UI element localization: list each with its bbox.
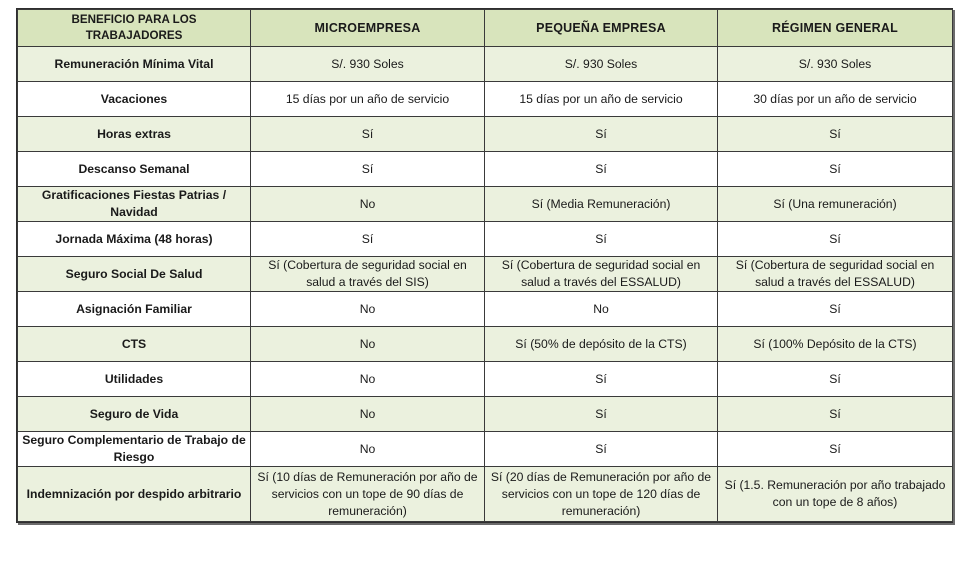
table-row	[18, 117, 953, 152]
cell-pequena-empresa: 15 días por un año de servicio	[485, 82, 718, 117]
table-row	[18, 222, 953, 257]
benefits-comparison-table-container	[16, 8, 953, 523]
table-row	[18, 82, 953, 117]
cell-microempresa: 15 días por un año de servicio	[251, 82, 485, 117]
table-row	[18, 432, 953, 467]
cell-microempresa: No	[251, 187, 485, 222]
cell-regimen-general: 30 días por un año de servicio	[718, 82, 953, 117]
cell-pequena-empresa: Sí	[485, 362, 718, 397]
row-label: Horas extras	[18, 117, 251, 152]
cell-pequena-empresa: No	[485, 292, 718, 327]
cell-regimen-general: Sí	[718, 152, 953, 187]
table-row	[18, 362, 953, 397]
cell-pequena-empresa: Sí	[485, 152, 718, 187]
cell-pequena-empresa: Sí (Cobertura de seguridad social en salud a través del ESSALUD)	[485, 257, 718, 292]
benefits-comparison-table	[17, 9, 953, 522]
table-row	[18, 47, 953, 82]
table-row	[18, 397, 953, 432]
cell-regimen-general: Sí	[718, 222, 953, 257]
row-label: Seguro de Vida	[18, 397, 251, 432]
cell-regimen-general: Sí (Una remuneración)	[718, 187, 953, 222]
cell-microempresa: Sí	[251, 222, 485, 257]
row-label: Remuneración Mínima Vital	[18, 47, 251, 82]
row-label: Asignación Familiar	[18, 292, 251, 327]
table-row	[18, 292, 953, 327]
cell-pequena-empresa: Sí (Media Remuneración)	[485, 187, 718, 222]
header-benefit: BENEFICIO PARA LOS TRABAJADORES	[18, 10, 251, 47]
cell-regimen-general: Sí	[718, 292, 953, 327]
cell-regimen-general: Sí	[718, 432, 953, 467]
cell-pequena-empresa: Sí (50% de depósito de la CTS)	[485, 327, 718, 362]
table-header-row	[18, 10, 953, 47]
row-label: Indemnización por despido arbitrario	[18, 467, 251, 522]
row-label: Seguro Social De Salud	[18, 257, 251, 292]
cell-microempresa: Sí (10 días de Remuneración por año de servicios con un tope de 90 días de remuneración)	[251, 467, 485, 522]
header-regimen-general: RÉGIMEN GENERAL	[718, 10, 953, 47]
cell-microempresa: No	[251, 432, 485, 467]
cell-microempresa: No	[251, 327, 485, 362]
cell-regimen-general: Sí	[718, 362, 953, 397]
row-label: Vacaciones	[18, 82, 251, 117]
row-label: Descanso Semanal	[18, 152, 251, 187]
table-row	[18, 467, 953, 522]
cell-microempresa: No	[251, 292, 485, 327]
row-label: Gratificaciones Fiestas Patrias / Navidad	[18, 187, 251, 222]
cell-pequena-empresa: Sí	[485, 397, 718, 432]
cell-pequena-empresa: Sí	[485, 222, 718, 257]
cell-regimen-general: Sí	[718, 117, 953, 152]
row-label: CTS	[18, 327, 251, 362]
table-row	[18, 257, 953, 292]
table-row	[18, 327, 953, 362]
cell-pequena-empresa: S/. 930 Soles	[485, 47, 718, 82]
cell-pequena-empresa: Sí	[485, 117, 718, 152]
cell-microempresa: Sí	[251, 117, 485, 152]
cell-microempresa: Sí (Cobertura de seguridad social en salud a través del SIS)	[251, 257, 485, 292]
cell-regimen-general: Sí (1.5. Remuneración por año trabajado con un tope de 8 años)	[718, 467, 953, 522]
table-row	[18, 187, 953, 222]
row-label: Utilidades	[18, 362, 251, 397]
row-label: Jornada Máxima (48 horas)	[18, 222, 251, 257]
header-pequena-empresa: PEQUEÑA EMPRESA	[485, 10, 718, 47]
cell-regimen-general: Sí (Cobertura de seguridad social en salud a través del ESSALUD)	[718, 257, 953, 292]
cell-microempresa: Sí	[251, 152, 485, 187]
cell-regimen-general: Sí (100% Depósito de la CTS)	[718, 327, 953, 362]
header-microempresa: MICROEMPRESA	[251, 10, 485, 47]
cell-microempresa: No	[251, 362, 485, 397]
table-row	[18, 152, 953, 187]
cell-regimen-general: Sí	[718, 397, 953, 432]
cell-regimen-general: S/. 930 Soles	[718, 47, 953, 82]
cell-pequena-empresa: Sí (20 días de Remuneración por año de servicios con un tope de 120 días de remuneración)	[485, 467, 718, 522]
cell-pequena-empresa: Sí	[485, 432, 718, 467]
cell-microempresa: No	[251, 397, 485, 432]
row-label: Seguro Complementario de Trabajo de Riesgo	[18, 432, 251, 467]
cell-microempresa: S/. 930 Soles	[251, 47, 485, 82]
